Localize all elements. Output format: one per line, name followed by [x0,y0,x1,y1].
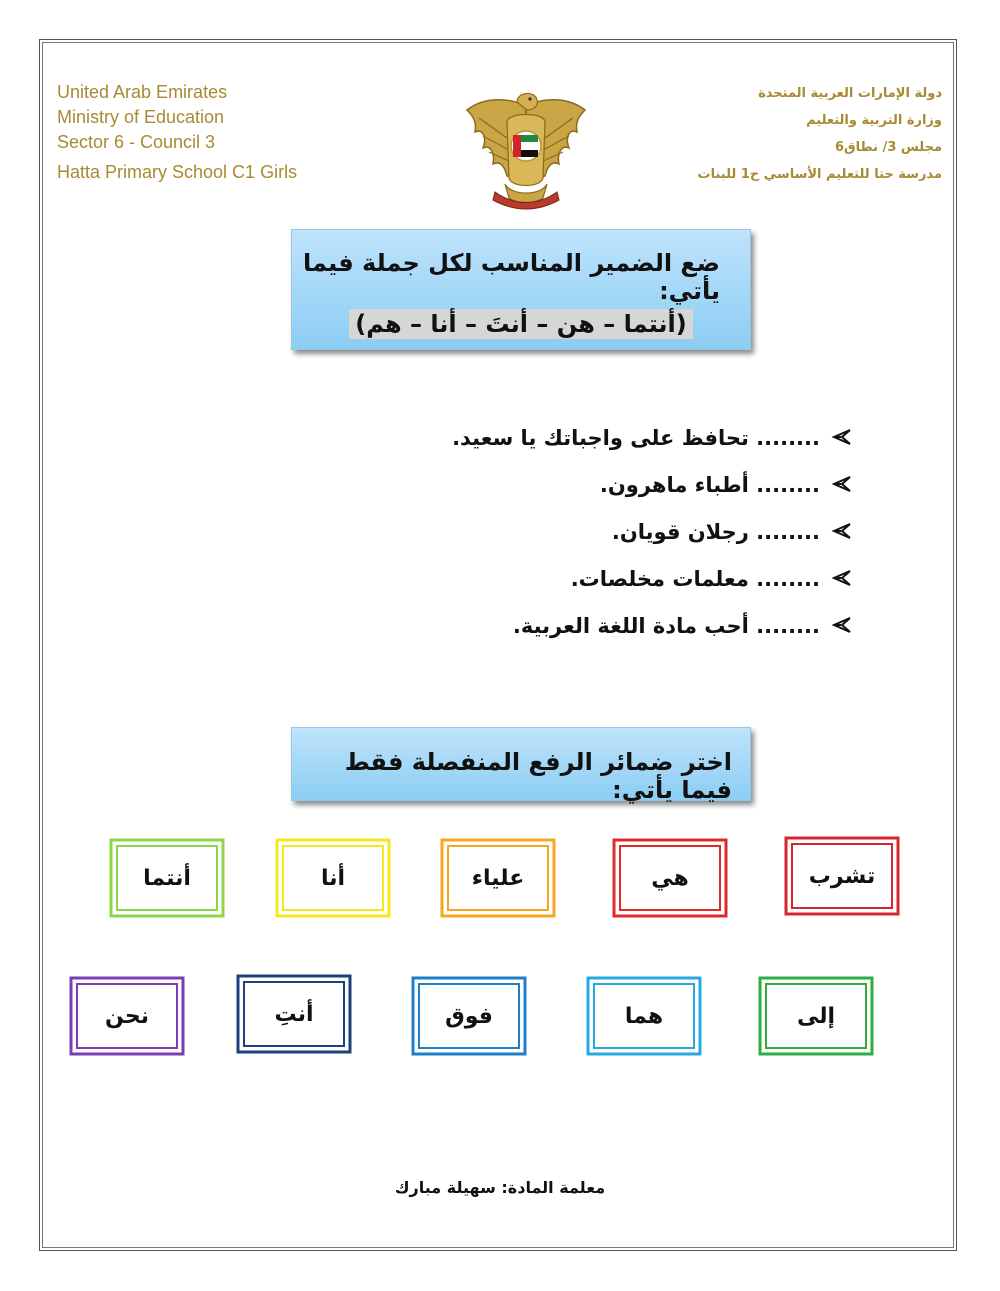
header-en-line3: Sector 6 - Council 3 [57,132,216,152]
sentence-blank[interactable]: ........ [756,567,820,591]
word-box[interactable] [69,976,185,1056]
word-label: هي [651,865,689,891]
word-label: علياء [471,865,525,891]
word-box[interactable] [784,836,900,916]
header-ar-line2: وزارة التربية والتعليم [806,113,942,128]
sentence-text: أحب مادة اللغة العربية. [512,614,749,638]
checkmark-arrow-icon [830,468,852,504]
checkmark-arrow-icon [830,609,852,645]
word-box[interactable] [758,976,874,1056]
word-box[interactable] [411,976,527,1056]
word-box[interactable] [586,976,702,1056]
sentence-item [452,420,852,467]
exercise1-choices: (أنتما – هن – أنتَ – أنا – هم) [349,309,693,339]
header-en-line2: Ministry of Education [57,107,225,127]
sentence-blank[interactable]: ........ [756,473,820,497]
sentence-text: أطباء ماهرون. [599,473,749,497]
sentence-item [452,608,852,655]
word-label: أنتِ [274,1001,314,1027]
header-en-line1: United Arab Emirates [57,82,228,102]
sentence-blank[interactable]: ........ [756,520,820,544]
sentence-item [452,561,852,608]
uae-falcon-emblem-icon [455,88,597,210]
word-label: أنتما [143,865,191,891]
exercise1-title: ضع الضمير المناسب لكل جملة فيما يأتي: [303,249,720,305]
exercise2-banner [291,727,751,804]
sentence-text: تحافظ على واجباتك يا سعيد. [452,426,749,450]
word-box[interactable] [612,838,728,918]
sentence-text: معلمات مخلصات. [570,567,749,591]
exercise2-title: اختر ضمائر الرفع المنفصلة فقط فيما يأتي: [344,748,732,804]
checkmark-arrow-icon [830,515,852,551]
header-arabic [698,80,942,188]
sentence-blank[interactable]: ........ [756,426,820,450]
sentence-item [452,514,852,561]
word-label: فوق [445,1003,493,1029]
header-en-line4: Hatta Primary School C1 Girls [57,162,298,182]
word-box[interactable] [275,838,391,918]
word-label: أنا [320,865,346,891]
word-label: إلى [796,1003,836,1029]
exercise1-sentences [452,420,852,655]
header-ar-line1: دولة الإمارات العربية المتحدة [758,86,942,101]
header-ar-line3: مجلس 3/ نطاق6 [834,140,942,155]
checkmark-arrow-icon [830,421,852,457]
sentence-item [452,467,852,514]
exercise1-banner [291,229,751,350]
header-english [57,80,297,185]
sentence-blank[interactable]: ........ [756,614,820,638]
header-ar-line4: مدرسة حتا للتعليم الأساسي ح1 للبنات [697,167,942,182]
word-box[interactable] [440,838,556,918]
teacher-signature: معلمة المادة: سهيلة مبارك [394,1178,606,1197]
word-label: تشرب [808,863,876,889]
checkmark-arrow-icon [830,562,852,598]
word-box[interactable] [236,974,352,1054]
word-box[interactable] [109,838,225,918]
sentence-text: رجلان قويان. [611,520,749,544]
word-label: هما [624,1003,664,1029]
word-label: نحن [105,1003,149,1029]
